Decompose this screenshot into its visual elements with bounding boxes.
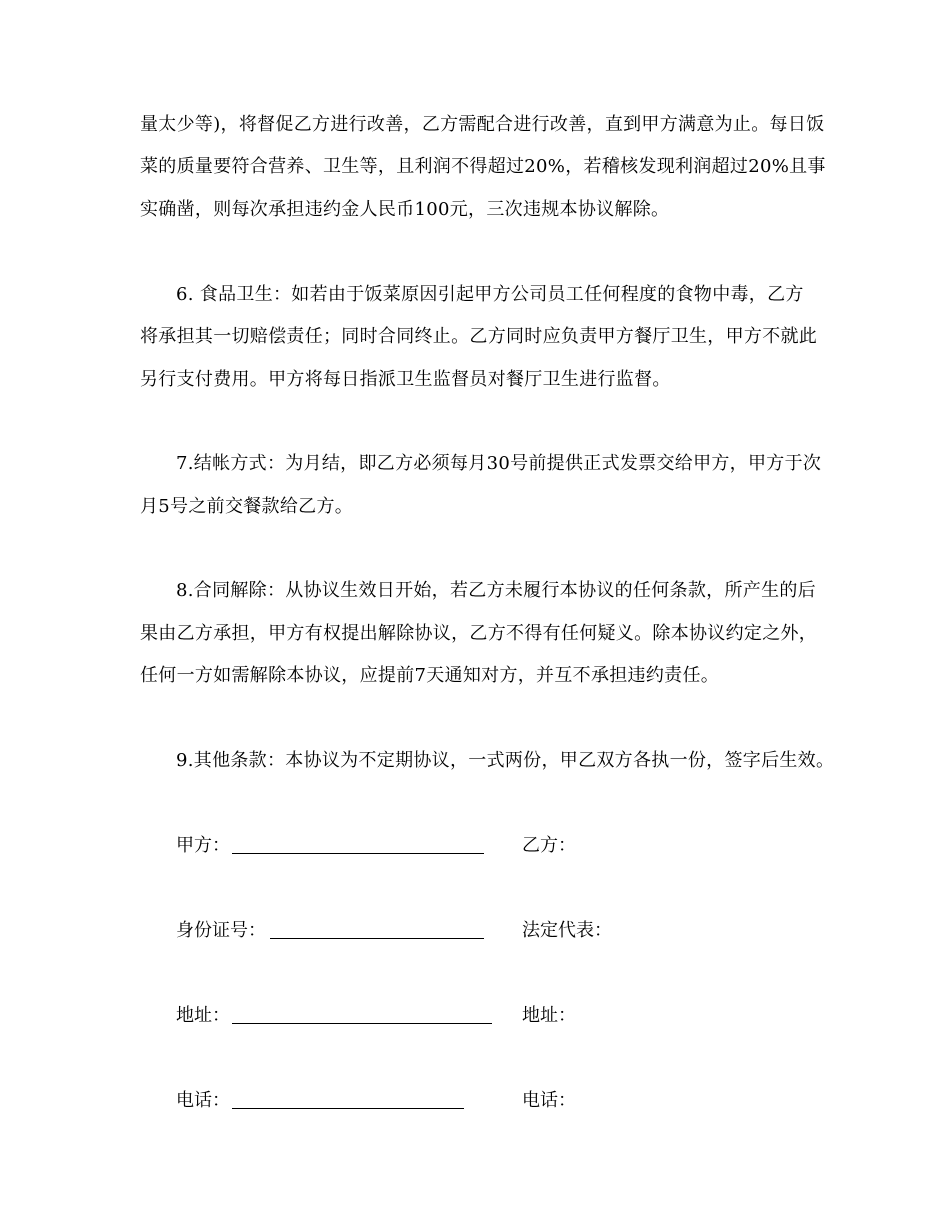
paragraph-5-line-3: 实确凿，则每次承担违约金人民币100元，三次违规本协议解除。 <box>140 199 670 220</box>
party-b-label: 乙方： <box>522 835 576 856</box>
address-a-label: 地址： <box>176 1005 230 1026</box>
phone-b-label: 电话： <box>522 1090 576 1111</box>
legal-representative-label: 法定代表： <box>522 920 612 941</box>
paragraph-5-line-2: 菜的质量要符合营养、卫生等，且利润不得超过20%，若稽核发现利润超过20%且事 <box>140 156 826 177</box>
paragraph-9-line-1: 9.其他条款：本协议为不定期协议，一式两份，甲乙双方各执一份，签字后生效。 <box>176 750 835 771</box>
address-a-line <box>232 1023 492 1024</box>
paragraph-8-line-3: 任何一方如需解除本协议，应提前7天通知对方，并互不承担违约责任。 <box>140 665 720 686</box>
paragraph-8-line-2: 果由乙方承担，甲方有权提出解除协议，乙方不得有任何疑义。除本协议约定之外， <box>140 623 818 644</box>
paragraph-5-line-1: 量太少等)，将督促乙方进行改善，乙方需配合进行改善，直到甲方满意为止。每日饭 <box>140 114 825 135</box>
paragraph-6-line-2: 将承担其一切赔偿责任；同时合同终止。乙方同时应负责甲方餐厅卫生，甲方不就此 <box>140 326 818 347</box>
party-a-label: 甲方： <box>176 835 230 856</box>
phone-a-label: 电话： <box>176 1090 230 1111</box>
id-number-line <box>270 938 484 939</box>
phone-a-line <box>232 1108 464 1109</box>
paragraph-7-line-1: 7.结帐方式：为月结，即乙方必须每月30号前提供正式发票交给甲方，甲方于次 <box>176 453 822 474</box>
paragraph-8-line-1: 8.合同解除：从协议生效日开始，若乙方未履行本协议的任何条款，所产生的后 <box>176 580 816 601</box>
id-number-label: 身份证号： <box>176 920 266 941</box>
address-b-label: 地址： <box>522 1005 576 1026</box>
paragraph-7-line-2: 月5号之前交餐款给乙方。 <box>140 496 354 517</box>
paragraph-6-line-3: 另行支付费用。甲方将每日指派卫生监督员对餐厅卫生进行监督。 <box>140 369 671 390</box>
party-a-signature-line <box>232 853 484 854</box>
paragraph-6-line-1: 6. 食品卫生：如若由于饭菜原因引起甲方公司员工任何程度的食物中毒，乙方 <box>176 284 804 305</box>
